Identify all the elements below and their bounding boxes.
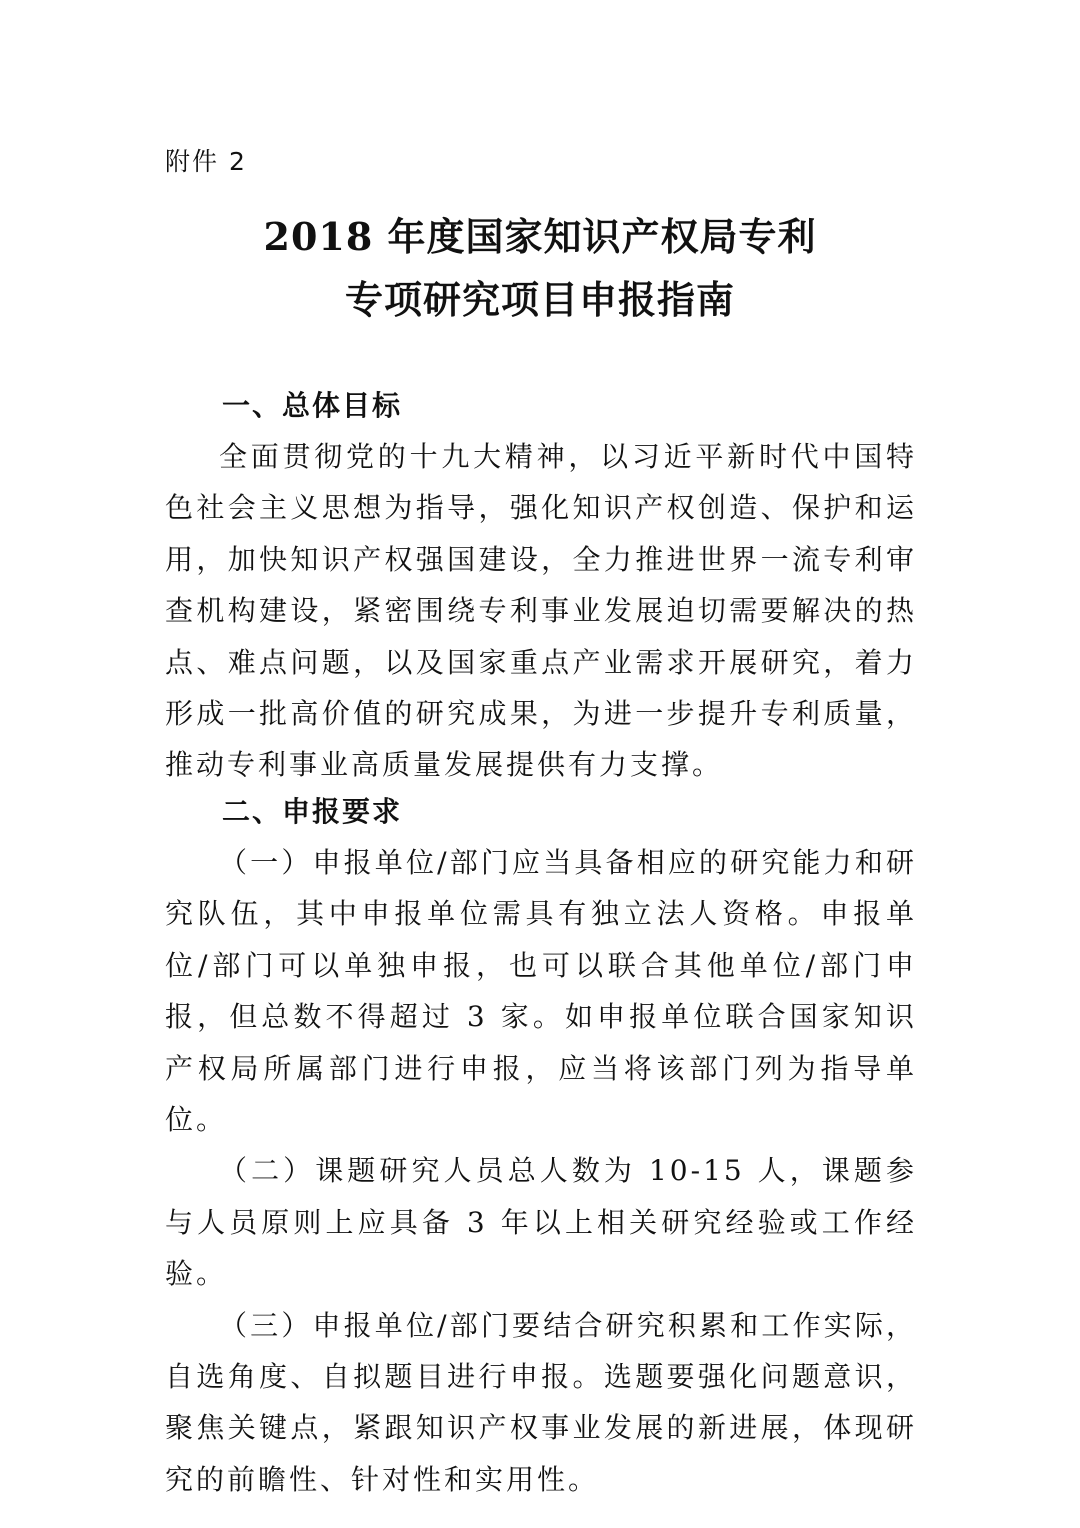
attachment-label: 附件 2: [165, 147, 247, 176]
section2-item3: （三）申报单位/部门要结合研究积累和工作实际，自选角度、自拟题目进行申报。选题要强化问题意识，聚焦关键点，紧跟知识产权事业发展的新进展，体现研究的前瞻性、针对性和实用性。: [165, 1308, 917, 1496]
section2-body: [165, 837, 917, 1505]
section2-item1: （一）申报单位/部门应当具备相应的研究能力和研究队伍，其中申报单位需具有独立法人资格。申报单位/部门可以单独申报，也可以联合其他单位/部门申报，但总数不得超过 3 家。如申报单位联合国家知识产权局所属部门进行申报，应当将该部门列为指导单位。: [165, 846, 917, 1137]
section1-body: [165, 431, 917, 791]
section1-heading: 一、总体目标: [222, 389, 403, 422]
document-title-line2: 专项研究项目申报指南: [344, 277, 735, 322]
section2-heading: 二、申报要求: [222, 795, 403, 828]
document-title-line1: 2018 年度国家知识产权局专利: [263, 214, 817, 259]
section1-paragraph: 全面贯彻党的十九大精神，以习近平新时代中国特色社会主义思想为指导，强化知识产权创造、保护和运用，加快知识产权强国建设，全力推进世界一流专利审查机构建设，紧密围绕专利事业发展迫切需要解决的热点、难点问题，以及国家重点产业需求开展研究，着力形成一批高价值的研究成果，为进一步提升专利质量，推动专利事业高质量发展提供有力支撑。: [165, 440, 917, 782]
section2-item2: （二）课题研究人员总人数为 10-15 人，课题参与人员原则上应具备 3 年以上相关研究经验或工作经验。: [165, 1154, 917, 1291]
